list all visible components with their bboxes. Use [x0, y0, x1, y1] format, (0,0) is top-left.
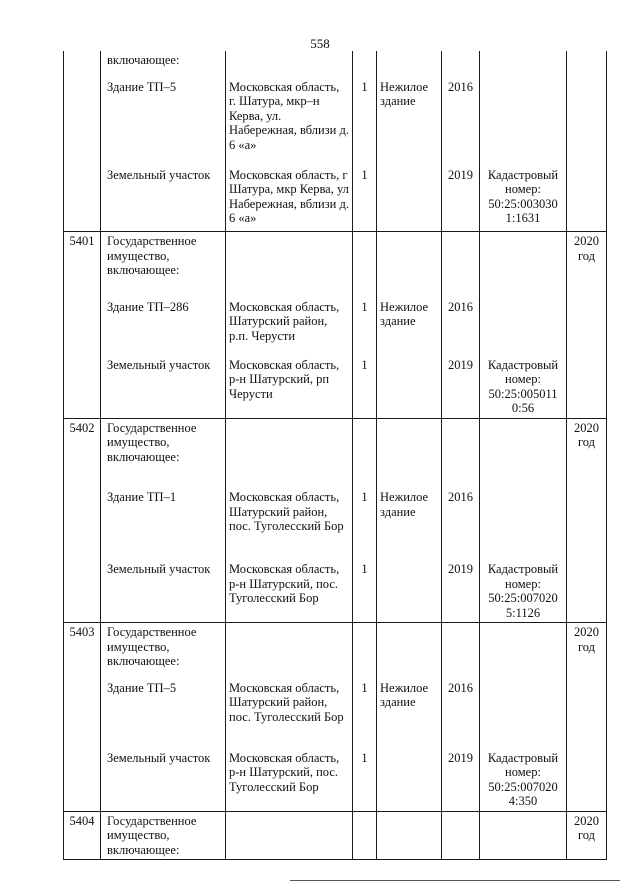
- object-name-cell: Государственное имущество, включающее:: [101, 418, 226, 480]
- object-name-cell: Здание ТП–1: [101, 480, 226, 552]
- object-name-cell: Земельный участок: [101, 552, 226, 623]
- table-group-row: [64, 232, 607, 290]
- object-year-cell: 2019: [442, 552, 480, 623]
- row-number-cell: [64, 70, 101, 158]
- object-address-cell: Московская область, г Шатура, мкр Керва, ул Набережная, вблизи д. 6 «а»: [226, 158, 353, 232]
- object-quantity-cell: [353, 418, 377, 480]
- object-type-cell: Нежилое здание: [377, 671, 442, 741]
- table-row: [64, 741, 607, 812]
- object-note-cell: [480, 480, 567, 552]
- table-row: [64, 158, 607, 232]
- object-address-cell: Московская область, Шатурский район, р.п. Черусти: [226, 290, 353, 348]
- object-quantity-cell: 1: [353, 741, 377, 812]
- object-note-cell: [480, 418, 567, 480]
- object-name-cell: Здание ТП–5: [101, 70, 226, 158]
- object-term-cell: [567, 290, 607, 348]
- object-type-cell: [377, 623, 442, 671]
- object-address-cell: [226, 623, 353, 671]
- object-quantity-cell: [353, 51, 377, 70]
- table-row: [64, 348, 607, 419]
- object-note-cell: [480, 290, 567, 348]
- object-note-cell: [480, 623, 567, 671]
- object-type-cell: [377, 741, 442, 812]
- row-number-cell: [64, 480, 101, 552]
- object-term-cell: [567, 348, 607, 419]
- row-number-cell: 5402: [64, 418, 101, 480]
- object-address-cell: Московская область, р-н Шатурский, рп Черусти: [226, 348, 353, 419]
- row-number-cell: 5404: [64, 811, 101, 860]
- object-note-cell: [480, 51, 567, 70]
- object-note-cell: Кадастровый номер: 50:25:007020 5:1126: [480, 552, 567, 623]
- object-note-cell: Кадастровый номер: 50:25:007020 4:350: [480, 741, 567, 812]
- object-quantity-cell: 1: [353, 671, 377, 741]
- object-note-cell: [480, 811, 567, 860]
- object-term-cell: [567, 70, 607, 158]
- object-address-cell: [226, 232, 353, 290]
- object-year-cell: 2016: [442, 70, 480, 158]
- row-number-cell: 5401: [64, 232, 101, 290]
- object-name-cell: Земельный участок: [101, 348, 226, 419]
- object-name-cell: Здание ТП–286: [101, 290, 226, 348]
- object-quantity-cell: 1: [353, 158, 377, 232]
- page-number: 558: [310, 36, 330, 51]
- object-type-cell: [377, 811, 442, 860]
- object-address-cell: [226, 418, 353, 480]
- object-term-cell: [567, 552, 607, 623]
- table-group-row: [64, 418, 607, 480]
- object-term-cell: 2020 год: [567, 418, 607, 480]
- object-year-cell: 2019: [442, 158, 480, 232]
- object-quantity-cell: 1: [353, 290, 377, 348]
- table-row: [64, 70, 607, 158]
- object-name-cell: Здание ТП–5: [101, 671, 226, 741]
- row-number-cell: [64, 290, 101, 348]
- object-quantity-cell: 1: [353, 552, 377, 623]
- row-number-cell: [64, 741, 101, 812]
- object-name-cell: Земельный участок: [101, 741, 226, 812]
- object-note-cell: Кадастровый номер: 50:25:005011 0:56: [480, 348, 567, 419]
- object-year-cell: 2019: [442, 741, 480, 812]
- page-bottom-rule: [290, 880, 620, 881]
- object-year-cell: [442, 418, 480, 480]
- object-year-cell: 2019: [442, 348, 480, 419]
- object-term-cell: [567, 480, 607, 552]
- row-number-cell: [64, 671, 101, 741]
- object-address-cell: [226, 811, 353, 860]
- object-quantity-cell: 1: [353, 348, 377, 419]
- object-term-cell: [567, 671, 607, 741]
- row-number-cell: [64, 552, 101, 623]
- table-row: [64, 51, 607, 70]
- object-address-cell: Московская область, Шатурский район, пос. Туголесский Бор: [226, 671, 353, 741]
- object-quantity-cell: 1: [353, 70, 377, 158]
- object-note-cell: Кадастровый номер: 50:25:003030 1:1631: [480, 158, 567, 232]
- object-term-cell: [567, 158, 607, 232]
- object-type-cell: Нежилое здание: [377, 70, 442, 158]
- object-type-cell: [377, 348, 442, 419]
- object-name-cell: Государственное имущество, включающее:: [101, 811, 226, 860]
- object-type-cell: [377, 158, 442, 232]
- object-year-cell: [442, 623, 480, 671]
- object-quantity-cell: [353, 623, 377, 671]
- object-type-cell: [377, 232, 442, 290]
- object-type-cell: Нежилое здание: [377, 480, 442, 552]
- object-name-cell: включающее:: [101, 51, 226, 70]
- object-address-cell: Московская область, р-н Шатурский, пос. Туголесский Бор: [226, 741, 353, 812]
- property-table: [63, 51, 607, 860]
- object-quantity-cell: [353, 811, 377, 860]
- object-note-cell: [480, 671, 567, 741]
- object-term-cell: 2020 год: [567, 232, 607, 290]
- object-year-cell: [442, 811, 480, 860]
- table-row: [64, 552, 607, 623]
- object-name-cell: Государственное имущество, включающее:: [101, 623, 226, 671]
- object-year-cell: [442, 232, 480, 290]
- row-number-cell: [64, 348, 101, 419]
- object-note-cell: [480, 70, 567, 158]
- object-term-cell: [567, 51, 607, 70]
- object-type-cell: [377, 51, 442, 70]
- object-term-cell: 2020 год: [567, 811, 607, 860]
- object-type-cell: [377, 552, 442, 623]
- object-address-cell: Московская область, р-н Шатурский, пос. Туголесский Бор: [226, 552, 353, 623]
- row-number-cell: [64, 158, 101, 232]
- object-year-cell: 2016: [442, 480, 480, 552]
- object-address-cell: Московская область, Шатурский район, пос. Туголесский Бор: [226, 480, 353, 552]
- object-address-cell: Московская область, г. Шатура, мкр–н Керва, ул. Набережная, вблизи д. 6 «а»: [226, 70, 353, 158]
- object-type-cell: [377, 418, 442, 480]
- table-group-row: [64, 623, 607, 671]
- object-term-cell: 2020 год: [567, 623, 607, 671]
- object-type-cell: Нежилое здание: [377, 290, 442, 348]
- object-name-cell: Земельный участок: [101, 158, 226, 232]
- table-row: [64, 480, 607, 552]
- object-note-cell: [480, 232, 567, 290]
- object-quantity-cell: 1: [353, 480, 377, 552]
- object-year-cell: 2016: [442, 671, 480, 741]
- object-year-cell: 2016: [442, 290, 480, 348]
- object-name-cell: Государственное имущество, включающее:: [101, 232, 226, 290]
- object-quantity-cell: [353, 232, 377, 290]
- object-term-cell: [567, 741, 607, 812]
- table-row: [64, 290, 607, 348]
- object-year-cell: [442, 51, 480, 70]
- table-group-row: [64, 811, 607, 860]
- row-number-cell: 5403: [64, 623, 101, 671]
- object-address-cell: [226, 51, 353, 70]
- row-number-cell: [64, 51, 101, 70]
- table-row: [64, 671, 607, 741]
